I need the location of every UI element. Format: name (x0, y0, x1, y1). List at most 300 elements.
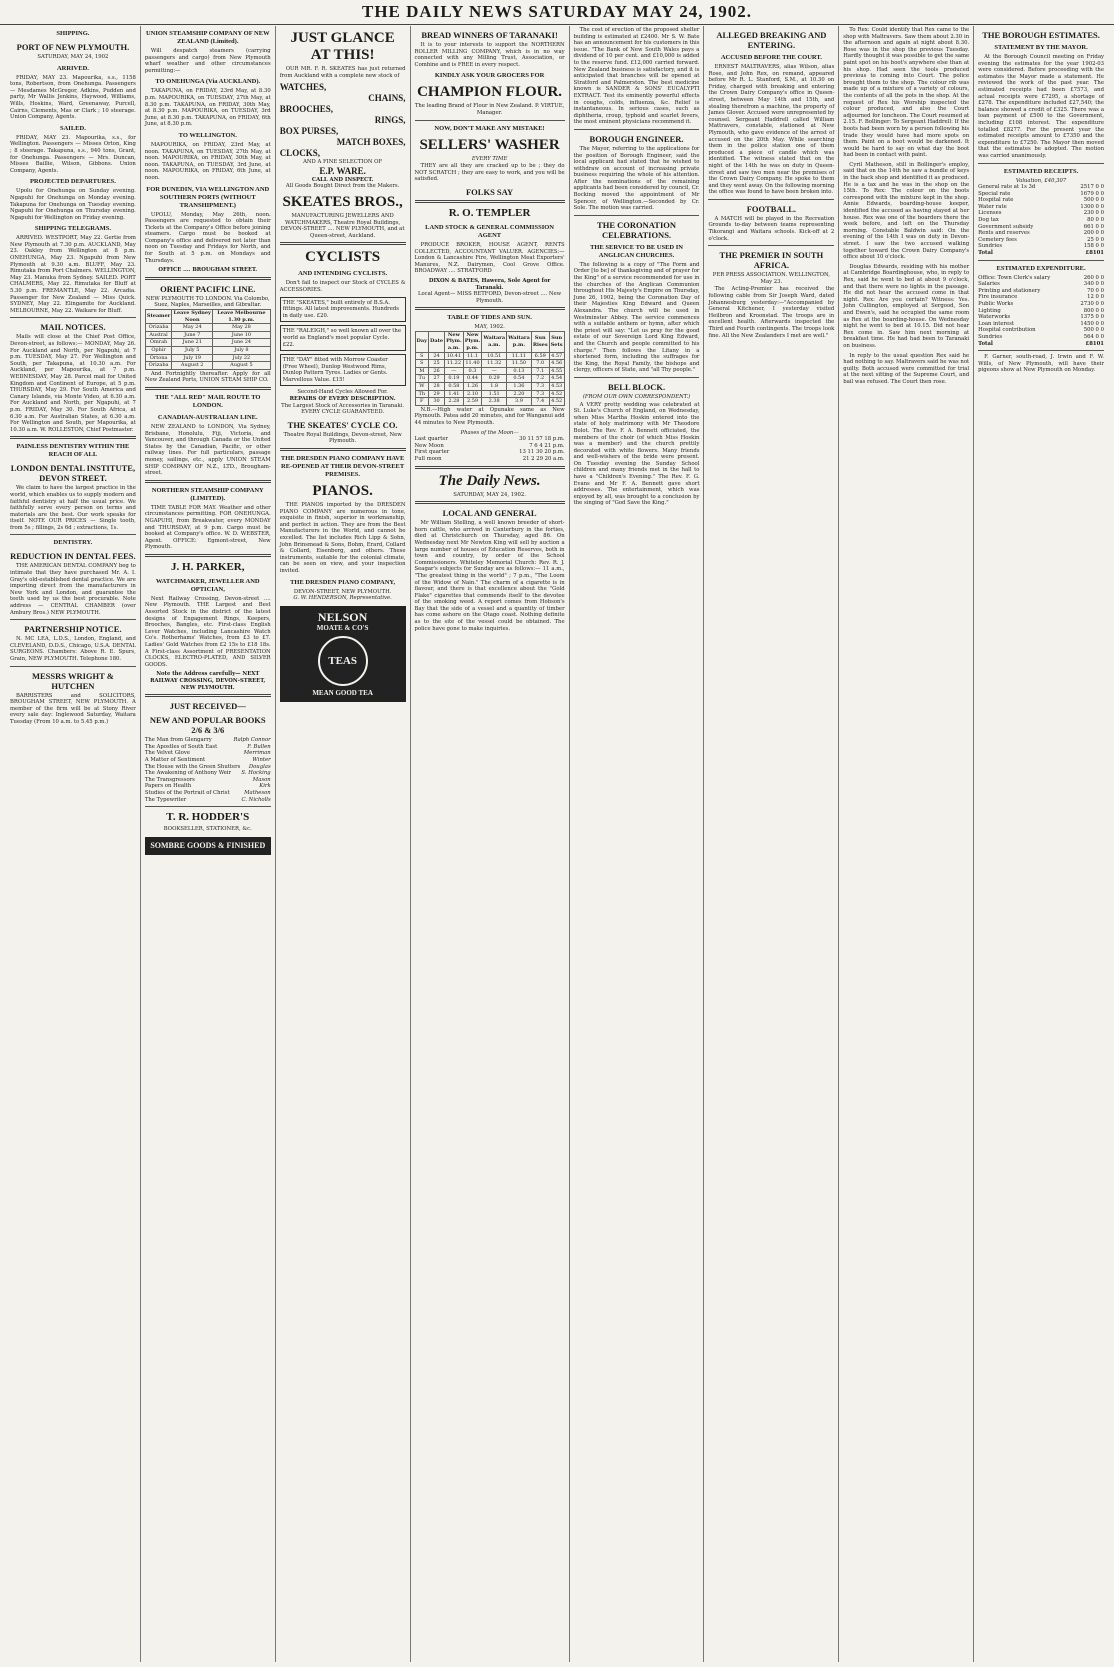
book-title: The Typewriter (144, 796, 187, 803)
tides-month: MAY, 1902. (474, 324, 505, 331)
football-text: A MATCH will be played in the Recreation Grounds to-day between teams representing Tikorangi and Waitara schools. Kick-off at 2 o'clock. (708, 215, 835, 242)
projected-heading: PROJECTED DEPARTURES. (29, 178, 116, 186)
expend-row-amount: 564 0 0 (1083, 333, 1104, 340)
orient-col-header: Steamer (145, 310, 171, 324)
tides-cell: 28 (429, 383, 445, 391)
column-5 (570, 26, 705, 1662)
tides-cell: 1.41 (445, 390, 464, 398)
estimates-heading: THE BOROUGH ESTIMATES. (982, 30, 1100, 40)
call-inspect: CALL AND INSPECT. (311, 176, 374, 183)
allred-heading: THE "ALL RED" MAIL ROUTE TO LONDON. (155, 393, 261, 409)
tides-cell: 4.52 (551, 398, 563, 405)
nelson-moate: MOATE & CO'S (316, 623, 369, 632)
tides-cell: 0.3 (463, 367, 482, 375)
expenditure-heading: ESTIMATED EXPENDITURE. (996, 264, 1086, 272)
northern-text: TIME TABLE FOR MAY. Weather and other circumstances permitting. FOR ONEHUNGA. NGAPUHI, from Breakwater, every MONDAY and THURSDAY, at 9 p.m. Cargo must be booked at Company's office. W. D. WEBSTER, Agent. OFFICE: Egmont-street, New Plymouth. (144, 504, 271, 551)
tides-cell: 7.0 (531, 360, 549, 368)
expend-row-label: Salaries (978, 281, 1000, 288)
office-line: OFFICE .... BROUGHAM STREET. (158, 267, 258, 274)
expend-row (978, 327, 1104, 334)
port-heading: PORT OF NEW PLYMOUTH. (16, 42, 130, 52)
onehunga-heading: TO ONEHUNGA (Via AUCKLAND). (155, 78, 261, 86)
receipt-row-label: General rate at 1s 3d (978, 184, 1036, 191)
book-title: The Velvet Glove (144, 750, 190, 757)
union-heading: UNION STEAMSHIP COMPANY OF NEW ZEALAND (Limited). (145, 30, 270, 45)
breaking-text: ERNEST MALTRAVERS, alias Wilson, alias Rose, and John Rex, on remand, appeared before Mr R. L. Stanford, S.M., at 10.30 on Friday, charged with breaking and entering the Crown Dairy Company's office in Queen-street, between May 14th and 15th, and stealing therefrom a machine, the property of James Glover. Accused were unrepresented by counsel. Sergeant Haddrell called William Mattravers, constable, stationed at New Plymouth, who gave evidence of the arrest of accused on the 20th May. While searching them in the police station one of them produced a piece of candle which was identified. The witness stated that on the night of the 14th he was on duty in Queen-street and saw two men near the premises of the Crown Dairy Company. He spoke to them and they went away. On the following morning the office was found to have been broken into. (708, 64, 835, 196)
onehunga-text: TAKAPUNA, on FRIDAY, 23rd May, at 8.30 p.m. MAPOURIKA, on TUESDAY, 27th May, at 8.30 p.m. TAKAPUNA, on FRIDAY, 30th May, at 8.30 p.m. MAPOURIKA, on TUESDAY, 3rd June, at 8.30 p.m. TAKAPUNA, on FRIDAY, 6th June, at 8.30 p.m. (144, 88, 271, 128)
tides-cell: 10.41 (445, 352, 464, 360)
skeates-cycle: THE "SKEATES," built entirely of B.S.A. fittings. All latest improvements. Hundreds in daily use. £20. (280, 297, 406, 323)
expend-row-label: Sundries (978, 333, 1003, 340)
reply-text: In reply to the usual question Rex said he had nothing to say. Maltravers said he was not guilty. Both accused were committed for trial at the next sitting of the Supreme Court, and bail was refused. The Court then rose. (843, 352, 970, 385)
dentist-subheading: LONDON DENTAL INSTITUTE, DEVON STREET. (10, 463, 136, 484)
newspaper-columns (6, 26, 1108, 1662)
tides-cell: 1.36 (507, 383, 532, 391)
orient-cell: Omrah (145, 339, 171, 347)
dresden-company: THE DRESDEN PIANO COMPANY, (290, 578, 396, 586)
moon-time: 30 11 57 18 p.m. (519, 436, 565, 443)
receipt-row-label: Water rate (978, 203, 1007, 210)
dresden-heading: THE DRESDEN PIANO COMPANY HAVE RE-OPENED AT THEIR DEVON-STREET PREMISES. (280, 455, 405, 479)
dentistry-heading: DENTISTRY. (53, 539, 93, 547)
northern-heading: NORTHERN STEAMSHIP COMPANY (LIMITED). (151, 486, 264, 502)
receipt-row-label: Special rate (978, 190, 1011, 197)
reduction-text: THE AMERICAN DENTAL COMPANY beg to intimate that they have purchased Mr. A. I. Gray's old-established dental practice. We are importing direct from the manufacturers in New York and London, and guarantee the teeth used by us the best procurable. Note address — CENTRAL CHAMBER (over Ambury Bros.) NEW PLYMOUTH. (10, 563, 136, 616)
parker-text: Next Railway Crossing, Devon-street .... New Plymouth. THE Largest and Best Assorted Stock in the district of the latest designs of Engagement Rings, Keepers, Brooches, Bangles, etc. First-class English Lever Watches, including Lancashire Watch Co's. Rotherhams' Watches, from £3 to £7. Ladies' Gold Watches from £2 15s to £18 18s. A First-class Assortment of PRESENTATION CLOCKS, ELECTRO-PLATED, AND SILVER GOODS. (144, 595, 271, 668)
expend-row (978, 281, 1104, 288)
glance-item: CLOCKS, (279, 148, 320, 159)
mail-heading: MAIL NOTICES. (40, 322, 106, 333)
expend-row-amount: 1450 0 0 (1080, 320, 1104, 327)
gardner-text: F. Garner, south-road, J. Irwin and F. W. Wills, of New Plymouth, will have their pigeons show at New Plymouth on Monday. (978, 354, 1104, 374)
tides-cell: Th (415, 390, 428, 398)
tides-cell: 1.51 (482, 390, 507, 398)
tides-cell: 0.19 (445, 375, 464, 383)
cyclists-heading: CYCLISTS (305, 249, 381, 266)
tides-cell: 4.52 (551, 390, 563, 397)
sellers-heading: SELLERS' WASHER (419, 136, 560, 153)
tides-cell: 6.59 (531, 352, 549, 360)
expend-row-label: Waterworks (978, 314, 1011, 321)
champion-heading: CHAMPION FLOUR. (417, 84, 563, 101)
borough-engineer-heading: BOROUGH ENGINEER. (589, 133, 684, 144)
expenditure-list (978, 275, 1104, 341)
tides-col-header: Sun Rises (531, 331, 549, 352)
tides-cell: 4.55 (551, 367, 563, 374)
glance-item: BOX PURSES, (279, 126, 339, 137)
receipt-row-amount: 1679 0 0 (1080, 190, 1104, 197)
expend-row-amount: 340 0 0 (1083, 281, 1104, 288)
receipt-row-amount: 230 0 0 (1083, 210, 1104, 217)
tides-cell: 2.10 (463, 390, 482, 398)
receipt-row (978, 191, 1104, 198)
reduction-heading: REDUCTION IN DENTAL FEES. (10, 551, 136, 562)
tides-cell: 0.44 (463, 375, 482, 383)
tides-cell: 1.26 (463, 383, 482, 391)
tides-cell: S (415, 360, 428, 368)
expend-row (978, 314, 1104, 321)
receipt-row-label: Government subsidy (978, 223, 1034, 230)
wellington-text: MAPOURIKA, on FRIDAY, 23rd May, at noon. TAKAPUNA, on TUESDAY, 27th May, at noon. MAPOURIKA, on FRIDAY, 30th May, at noon. TAKAPUNA, on TUESDAY, 3rd June, at noon. MAPOURIKA, on FRIDAY, 6th June, at noon. (144, 141, 271, 181)
expend-row-amount: 500 0 0 (1083, 327, 1104, 334)
sellers-text: THEY are all they are cracked up to be ; they do NOT SCRATCH ; they are easy to work, and you will be satisfied. (414, 163, 565, 183)
column-3 (276, 26, 411, 1662)
largest-stock: The Largest Stock of Accessories in Taranaki. EVERY CYCLE GUARANTEED. (281, 402, 405, 416)
receipt-row-amount: 500 0 0 (1083, 197, 1104, 204)
repairs: REPAIRS OF EVERY DESCRIPTION. (289, 396, 396, 403)
dresden-address: DEVON-STREET, NEW PLYMOUTH. (293, 588, 392, 595)
book-title: The Apostles of South East (144, 743, 218, 750)
book-item (145, 797, 271, 804)
tides-cell: 2.20 (507, 390, 532, 398)
cyril-text: Cyril Matheson, still in Bollinger's employ, said that on the 14th he saw a bundle of keys in the back shop and identified it as produced. He is a tax and he was in the shop on the 15th. To Rex: The colour on the boots correspond with the mixture kept in the shop. Annie Edwards, boarding-house keeper, identified the accused as having stayed at her house. Rex was one of the boarders there the week before, and left on the Thursday morning. Constable Baldwin said: On the evening of the 14th I was on duty in Devon-street. I saw the two accused walking together toward the Crown Dairy Company's office about 10 o'clock. (843, 161, 970, 261)
moon-phase: Last quarter (414, 436, 449, 443)
tides-cell: W (415, 383, 428, 391)
local-agent: Local Agent— MISS RETFORD, Devon-street .... New Plymouth. (417, 291, 562, 304)
receipt-row-amount: 2517 0 0 (1080, 184, 1104, 191)
tides-cell: S (415, 352, 428, 360)
tides-note: N.B.—High water at Opunake same as New Plymouth. Patea add 20 minutes, and for Wanganui add 44 minutes to New Plymouth. (414, 406, 565, 426)
skeates-cycle-co: THE SKEATES' CYCLE CO. (287, 419, 398, 430)
moon-row (415, 449, 565, 456)
tides-col-header: Waitara a.m. (482, 331, 507, 352)
local-general-text: Mr William Stelling, a well known breeder of short-horn cattle, who arrived in Canterbury in the forties, died at Christchurch on Thursday, aged 86. On Wednesday next Mr Newton King will sell by auction a large number of houses of Education Reserves, both in town and country, by order of the School Commissioners. Whiteley Memorial Church: Rev. R. J. Seagar's subjects for Sunday are as follows:— 11 a.m., "The greatest thing in the world" ; 7 p.m., "The Loom of the Widow of Nain." The charm of a cigarette is in flavour, and there is that excellence about the "Gold Flake" cigarettes that commends itself to the devotee of the smoking weed. A report comes from Hobson's Bay that the side of a vessel and a quantity of timber has come ashore on the Otago coast. Nothing definite as to the site of the vessel could be obtained. The police have gone to make inquiries. (414, 520, 565, 632)
moon-time: 7 6 4 21 p.m. (529, 442, 565, 449)
book-author: Merriman (243, 750, 271, 757)
shipping-heading: SHIPPING. (56, 30, 90, 37)
tides-row (415, 383, 564, 391)
expend-row-amount: 800 0 0 (1083, 307, 1104, 314)
coronation-subheading: THE SERVICE TO BE USED IN ANGLICAN CHURCHES. (590, 243, 683, 259)
expend-row (978, 308, 1104, 315)
expend-row-label: Office: Town Clerk's salary (978, 274, 1051, 281)
column-7 (839, 26, 974, 1662)
orient-row (145, 324, 270, 332)
receipt-row-amount: 158 0 0 (1083, 243, 1104, 250)
tides-heading: TABLE OF TIDES AND SUN. (447, 314, 532, 322)
orient-cell: June 21 (172, 339, 213, 347)
orient-table (145, 309, 271, 370)
receipt-row (978, 224, 1104, 231)
moon-row (415, 436, 565, 443)
expend-row (978, 301, 1104, 308)
cost-text: The cost of erection of the proposed shelter building is estimated at £2400. Mr S. W. Bate has an announcement for his customers in this issue. "The Bank of New South Wales pays a dividend of 10 per cent. and £10,000 is added to the reserve fund. £12,000 carried forward. New Zealand business is satisfactory, and it is anticipated that branches will be opened at Stratford and Palmerston. The best medicine known is SANDER & SONS' EUCALYPTI EXTRACT. Test its eminently powerful effects in coughs, colds, influenza, &c. Relief is instantaneous. In serious cases, such as diphtheria, croup, typhoid and scarlet fevers, the most eminent physicians recommend it. (573, 27, 700, 126)
orient-cell: Ortona (145, 354, 171, 362)
tides-col-header: Day (415, 331, 428, 352)
cyclists-text: Don't fail to inspect our Stock of CYCLES & ACCESSORIES. (279, 280, 406, 293)
local-general-heading: LOCAL AND GENERAL (442, 508, 537, 519)
orient-row (145, 331, 270, 339)
telegrams-heading: SHIPPING TELEGRAMS. (34, 225, 111, 233)
bell-block-subheading: (FROM OUR OWN CORRESPONDENT.) (582, 393, 691, 400)
tides-cell: 1.8 (482, 383, 507, 391)
expend-row-amount: 70 0 0 (1087, 287, 1104, 294)
column-4 (411, 26, 570, 1662)
partnership-text: N. MC LEA, L.D.S., London, England, and CLEVELAND, D.D.S., Chicago, U.S.A. DENTAL SURGEONS. Chambers: Above R. E. Spurs, Grain, NEW PLYMOUTH. Telephone 180. (10, 636, 136, 662)
expend-row-amount: 12 0 0 (1087, 294, 1104, 301)
pianos-text: THE PIANOS imported by the DRESDEN PIANO COMPANY are numerous in tone, exquisite in finish, superior in workmanship, and perfect in action. They are from the Best Manufacturers in the World, and cannot be excelled. The list includes Rich Lipp & Sohn, John Brinsmead & Sons, Bohm, Erard, Collard & Collard, Eisenberg, and others. These instruments, suitable for the colonial climate, can be seen on view, and your inspection invited. (279, 502, 406, 574)
receipt-row-label: Cemetery fees (978, 236, 1017, 243)
mail-text: Mails will close at the Chief Post Office, Devon-street, as follows:— MONDAY, May 26. For Auckland and North, per Ngapuhi, at 7 p.m. TUESDAY, May 27. For Wellington and South, per Takapuna, at 10.30 a.m. For Auckland, per Mapourika, at 7 p.m. WEDNESDAY, May 28. Parcel mail for United Kingdom and Continent of Europe, at 5 p.m. THURSDAY, May 29. For South America and Canary Islands, via Monte Video, at 6.30 a.m. For Auckland and North, per Ngapuhi, at 7 p.m. FRIDAY, May 30. For South Africa, at 6.30 a.m. For Australian States, at 6.30 a.m. For Wellington and South, per Mapourika, at 10.30 a.m. W. ROLLESTON, Chief Postmaster. (10, 334, 136, 433)
tides-cell: 11.50 (507, 360, 532, 368)
dixon: DIXON & BATES, Hawera, Sole Agent for Taranaki. (428, 277, 551, 291)
orient-cell: July 19 (172, 354, 213, 362)
breaking-heading: ALLEGED BREAKING AND ENTERING. (716, 30, 827, 50)
book-author: Winter (252, 756, 271, 763)
tides-row (415, 398, 564, 406)
orient-heading: ORIENT PACIFIC LINE. (160, 283, 256, 294)
tides-cell: Tu (415, 375, 428, 383)
book-title: The Awakening of Anthony Weir (144, 770, 232, 777)
tides-cell: 2.59 (463, 398, 482, 406)
now-dont: NOW, DON'T MAKE ANY MISTAKE! (434, 124, 545, 132)
glance-text: OUR MR. F. R. SKEATES has just returned from Auckland with a complete new stock of (279, 66, 406, 79)
day-cycle: THE "DAY" fitted with Morrow Coaster (Free Wheel), Dunlop Westwood Rims, Dunlop Pattern Tyres. Ladies or Gents. Marvellous Value. £15! (280, 354, 406, 386)
book-item (145, 770, 271, 777)
henderson: G. W. HENDERSON, Representative. (293, 595, 392, 602)
nelson-slogan: MEAN GOOD TEA (312, 688, 373, 697)
tides-cell: 2.38 (482, 398, 507, 406)
glance-item: WATCHES, (279, 82, 327, 93)
expend-row-amount: 1375 0 0 (1080, 314, 1104, 321)
book-title: The House with the Green Shutters (144, 763, 241, 770)
teas-seal: TEAS (318, 636, 368, 686)
tides-cell: 26 (429, 367, 445, 375)
templer-subheading: LAND STOCK & GENERAL COMMISSION AGENT (425, 223, 554, 239)
book-author: Matheson (244, 789, 271, 796)
receipt-row (978, 217, 1104, 224)
orient-cell: Ophir (145, 347, 171, 355)
orient-cell: Orizaba (145, 362, 171, 370)
orient-cell: Austral (145, 331, 171, 339)
books-subheading: NEW AND POPULAR BOOKS 2/6 & 3/6 (149, 715, 266, 736)
receipt-row-amount: 80 0 0 (1087, 217, 1104, 224)
moon-phase: Full moon (414, 455, 442, 462)
tides-cell: F (415, 398, 428, 406)
book-item (145, 744, 271, 751)
hodder-heading: T. R. HODDER'S (166, 811, 250, 824)
expend-row (978, 275, 1104, 282)
glance-items (280, 82, 406, 159)
book-author: Douglas (248, 763, 271, 770)
glance-item: BROOCHES, (279, 104, 333, 115)
expend-row (978, 334, 1104, 341)
tides-row (415, 367, 564, 375)
receipt-row-label: Dog tax (978, 217, 999, 224)
footer-strip: SOMBRE GOODS & FINISHED (145, 837, 271, 855)
moon-list (415, 436, 565, 462)
hodder-subheading: BOOKSELLER, STATIONER, &c. (163, 826, 252, 833)
sailed-text: FRIDAY, MAY 23. Mapourika, s.s., for Wellington. Passengers — Misses Orton, King ; 8 steerage. Takapuna, s.s., 940 tons, Grant, for Onehunga. Passengers — Mrs. Duncan, Misses Baillie, Wilson, Gibbons. Union Company, Agents. (10, 134, 136, 174)
tides-cell: 10.51 (482, 352, 507, 360)
tides-cell: 25 (429, 360, 445, 368)
tides-cell: 3.9 (507, 398, 532, 406)
books-list (145, 737, 271, 803)
union-text: Will despatch steamers (carrying passengers and cargo) from New Plymouth wharf weather and other circumstances permitting:— (144, 48, 271, 74)
tides-cell: 4.53 (551, 383, 563, 390)
skeates-heading: SKEATES BROS., (282, 193, 403, 210)
tides-cell: 4.57 (551, 352, 563, 359)
receipt-row (978, 210, 1104, 217)
glance-heading: JUST GLANCE AT THIS! (290, 30, 395, 63)
ep-ware: E.P. WARE. (319, 165, 366, 176)
estimates-text: At the Borough Council meeting on Friday evening the estimates for the year 1902-03 were considered. Before proceeding with the estimates the Mayor made a statement. He reviewed the work of the past year. The estimated receipts had been £7573, and actual receipts were £7295, a shortage of £278. The expenditure included £27,540; the balance showed a credit of £325. There was a loan payment of £500 to the Government, including £108 interest. The expenditure totalled £8277. For the present year the estimated receipts amount to £7350 and the expenditure to £7250. The Mayor then moved that the estimates be adopted. The motion was carried unanimously. (978, 54, 1104, 159)
orient-cell: July 5 (172, 347, 213, 355)
projected-text: Upolu for Onehunga on Sunday evening. Ngapuhi for Onehunga on Monday evening. Takapuna for Onehunga on Tuesday evening. Ngapuhi for Onehunga on Thursday evening. Ngapuhi for Wellington on Friday evening. (10, 188, 136, 221)
tides-col-header: Date (429, 331, 445, 352)
daily-news-heading: The Daily News. (438, 472, 541, 489)
book-title: The Transgressors (144, 776, 195, 783)
book-author: C. Nicholls (241, 796, 271, 803)
tides-cell: 0.58 (445, 383, 464, 391)
tides-cell: 4.56 (551, 360, 563, 367)
book-item (145, 790, 271, 797)
receipts-valuation: Valuation, £40,307 (1015, 177, 1067, 184)
book-item (145, 757, 271, 764)
tides-cell: 7.3 (531, 390, 549, 398)
tides-cell: 24 (429, 352, 445, 360)
messrs-heading: MESSRS WRIGHT & HUTCHEN (31, 670, 114, 691)
glance-item: RINGS, (374, 115, 406, 126)
football-heading: FOOTBALL. (746, 203, 797, 214)
receipt-row-label: Licenses (978, 210, 1002, 217)
orient-col-header: Leave Melbourne 1.30 p.m. (213, 310, 271, 324)
coronation-text: The following is a copy of "The Form and Order [to be] of thanksgiving and of prayer for the King" of a service recommended for use in the churches of the Anglican Communion throughout His Majesty's Empire on Thursday, June 26, 1902, being the Coronation Day of their Majesties King Edward and Queen Alexandra. The church will be used in Westminster Abbey. The service commences with a suitable anthem or hymn, after which the priest will say: "Let us pray for the good estate of our Sovereign Lord King Edward, and the Church and people committed to his charge." Then follows the Litany in a shortened form, including the suffrages for the King, the Royal Family, the bishops and clergy, officers of State, and "all Thy people." (573, 261, 700, 374)
sailed-heading: SAILED. (60, 124, 86, 132)
skeates-cycle-addr: Theatre Royal Buildings, Devon-street, New Plymouth. (283, 431, 402, 445)
orient-row (145, 354, 270, 362)
bread-text: It is to your interests to support the NORTHERN ROLLER MILLING COMPANY, which is in no way connected with any Milling Trust, Association, or Combine and is FREE in every respect. (414, 42, 565, 68)
glance-item: MATCH BOXES, (336, 137, 406, 148)
tides-cell: M (415, 367, 428, 375)
tides-col-header: Sun Sets (549, 331, 564, 352)
book-author: F. Bullen (247, 743, 271, 750)
folks-say: FOLKS SAY (465, 186, 514, 197)
partnership-heading: PARTNERSHIP NOTICE. (24, 624, 122, 635)
moon-row (415, 456, 565, 463)
wellington-heading: TO WELLINGTON. (178, 131, 237, 139)
premier-subheading: PER PRESS ASSOCIATION. WELLINGTON, May 23. (712, 272, 830, 285)
orient-cell: May 24 (172, 324, 213, 332)
expend-row-amount: 260 0 0 (1083, 274, 1104, 281)
tides-cell: 7.1 (531, 367, 549, 375)
orient-cell: June 7 (172, 331, 213, 339)
telegrams-text: ARRIVED. WESTPORT, May 22. Gertie from New Plymouth at 7.30 p.m. AUCKLAND, May 23. Oakley from Wellington at 8 p.m. ONEHUNGA, May 23. Ngapuhi from New Plymouth at 9.30 a.m. BLUFF, May 23. Rimutaka from Port Chalmers. WELLINGTON, May 23. Manuka from Sydney. SAILED. PORT CHALMERS, May 22. Rimutaka for Bluff at 5.30 p.m. FREMANTLE, May 22. Arcadia. Passenger for New Zealand — Miss Quick. SYDNEY, May 22. Elingamite for Auckland. MELBOURNE, May 22. Waikare for Bluff. (10, 235, 136, 314)
receipt-row (978, 237, 1104, 244)
receipt-row-label: Rents and reserves (978, 230, 1030, 237)
tides-cell: 0.29 (482, 375, 507, 383)
expend-row-label: Printing and stationery (978, 287, 1041, 294)
arrived-heading: ARRIVED. (56, 64, 89, 72)
receipt-row-label: Hospital rate (978, 197, 1014, 204)
glance-item: CHAINS, (368, 93, 406, 104)
tides-cell: 0.13 (507, 367, 532, 375)
receipt-row-amount: 661 0 0 (1083, 223, 1104, 230)
dunedin-heading: FOR DUNEDIN, VIA WELLINGTON AND SOUTHERN PORTS (WITHOUT TRANSHIPMENT.) (146, 185, 270, 209)
book-item (145, 764, 271, 771)
receipt-row (978, 204, 1104, 211)
book-item (145, 783, 271, 790)
templer-heading: R. O. TEMPLER (448, 206, 531, 219)
book-title: A Matter of Sentiment (144, 756, 206, 763)
orient-cell: July 8 (213, 347, 271, 355)
column-1 (6, 26, 141, 1662)
receipts-heading: ESTIMATED RECEIPTS. (1003, 167, 1079, 175)
book-title: Studies of the Portrait of Christ (144, 789, 230, 796)
bell-block-heading: BELL BLOCK. (607, 381, 666, 392)
moon-row (415, 443, 565, 450)
moon-phase: New Moon (414, 442, 444, 449)
tides-cell: 4.54 (551, 375, 563, 382)
orient-cell: May 28 (213, 324, 271, 332)
receipt-row-amount: 1300 0 0 (1080, 203, 1104, 210)
receipt-row (978, 230, 1104, 237)
book-title: The Man from Glengarry (144, 737, 212, 744)
tides-row (415, 352, 564, 360)
allred-subheading: CANADIAN-AUSTRALIAN LINE. (157, 413, 258, 421)
moon-phase: First quarter (414, 449, 450, 456)
dunedin-text: UPOLU, Monday, May 26th, noon. Passengers are requested to obtain their Tickets at the Company's Office before joining steamers. Cargo must be booked at Company's office and delivered not later than noon on Tuesday and Fridays for North, and for South at 5 p.m. on Mondays and Thursdays. (144, 211, 271, 264)
orient-row (145, 362, 270, 370)
expend-row-label: Public Works (978, 301, 1014, 307)
tides-cell: — (482, 367, 507, 375)
dentist-heading: PAINLESS DENTISTRY WITHIN THE REACH OF ALL (16, 443, 130, 459)
receipts-total: Total £8101 (978, 250, 1104, 257)
tides-row (415, 360, 564, 368)
tides-cell: 2.28 (445, 398, 464, 406)
orient-cell: July 22 (213, 354, 271, 362)
tides-cell: 11.1 (463, 352, 482, 360)
tides-table (415, 331, 565, 406)
note-address: Note the Address carefully— NEXT RAILWAY CROSSING, DEVON-STREET, NEW PLYMOUTH. (150, 671, 266, 691)
tides-col-header: Waitara p.m. (507, 331, 532, 352)
orient-row (145, 347, 270, 355)
allred-text: NEW ZEALAND to LONDON, Via Sydney, Brisbane, Honolulu, Fiji, Victoria, and Vancouver, and through Canada or the United States by the Canadian, Pacific, or other railway lines. For full particulars, passage money, sailings, etc., apply UNION STEAM SHIP COMPANY OF N.Z., LTD., Brougham-street. (144, 423, 271, 477)
borough-engineer-text: The Mayor, referring to the applications for the position of Borough Engineer, said the local applicant had stated that he wished to withdraw on account of increasing private business requiring the whole of his attention. After the nominations of the remaining applicants had been considered by council, Cr. Bocking moved the appointment of Mr Spencer, of Wellington.—Seconded by Cr. Sole. The motion was carried. (573, 145, 700, 212)
bell-block-text: A VERY pretty wedding was celebrated at St. Luke's Church of England, on Wednesday, when Miss Martha Hoskin entered into the state of holy matrimony with Mr Theodore Bolot. The Rev. F. A. Bennett officiated, the members of the choir (of which Miss Hoskin was a member) and the church prettily decorated with white flowers. Many friends and well-wishers of the bride were present. On Tuesday evening the Sunday School children and many friends met in the hall to have a "Children's Evening." The Rev. F. G. Evans and Mr F. A. Bennett gave short addresses. The entertainment, which was enjoyed by all, was brought to a conclusion by the singing of "God Save the King." (573, 401, 700, 507)
expenditure-total: Total £8101 (978, 340, 1104, 347)
book-item (145, 750, 271, 757)
moon-time: 13 11 30 20 p.m. (519, 449, 565, 456)
column-6 (704, 26, 839, 1662)
book-author: S. Hocking (241, 770, 271, 777)
column-8 (974, 26, 1108, 1662)
masthead: THE DAILY NEWS SATURDAY MAY 24, 1902. (0, 0, 1114, 25)
tides-col-header: New Plym. p.m. (464, 331, 481, 352)
tides-cell: 7.3 (531, 383, 549, 391)
tides-cell: 29 (429, 390, 445, 398)
book-item (145, 737, 271, 744)
and-fine: AND A FINE SELECTION OF (303, 159, 383, 166)
tides-cell: 11.22 (445, 360, 464, 368)
bread-heading: BREAD WINNERS OF TARANAKI! (421, 30, 558, 40)
receipt-row (978, 184, 1104, 191)
kindly-ask: KINDLY ASK YOUR GROCERS FOR (434, 72, 545, 80)
receipts-list (978, 184, 1104, 250)
tides-cell: — (445, 367, 464, 375)
orient-cell: August 5 (213, 362, 271, 370)
just-received-heading: JUST RECEIVED— (169, 701, 246, 712)
douglas-text: Douglas Edwards, residing with his mother at Cambridge Boardinghouse, who, in reply to Rex, said he went to bed at about 9 o'clock, and that there were no lights in the passage. He did not hear the accused come in that night. Rex: Are you certain? Witness: Yes. John Cullington, employed at Sergood, Son and Ewen's, said he occupied the same room as Rex at the boarding-house. On Wednesday night he went to bed at 10.15. Did not hear Rex come in. Saw him next morning at breakfast time. He had had been to Taranaki on business. (843, 263, 970, 349)
expend-row (978, 288, 1104, 295)
orient-cell: August 2 (172, 362, 213, 370)
champion-text: The leading Brand of Flour in New Zealand. P. VIRTUE, Manager. (414, 103, 565, 116)
column-2 (141, 26, 276, 1662)
every-time: EVERY TIME (471, 155, 508, 162)
receipt-row-amount: 25 0 0 (1087, 236, 1104, 243)
tides-cell: 7.4 (531, 398, 549, 406)
daily-news-date: SATURDAY, MAY 24, 1902. (453, 491, 526, 498)
